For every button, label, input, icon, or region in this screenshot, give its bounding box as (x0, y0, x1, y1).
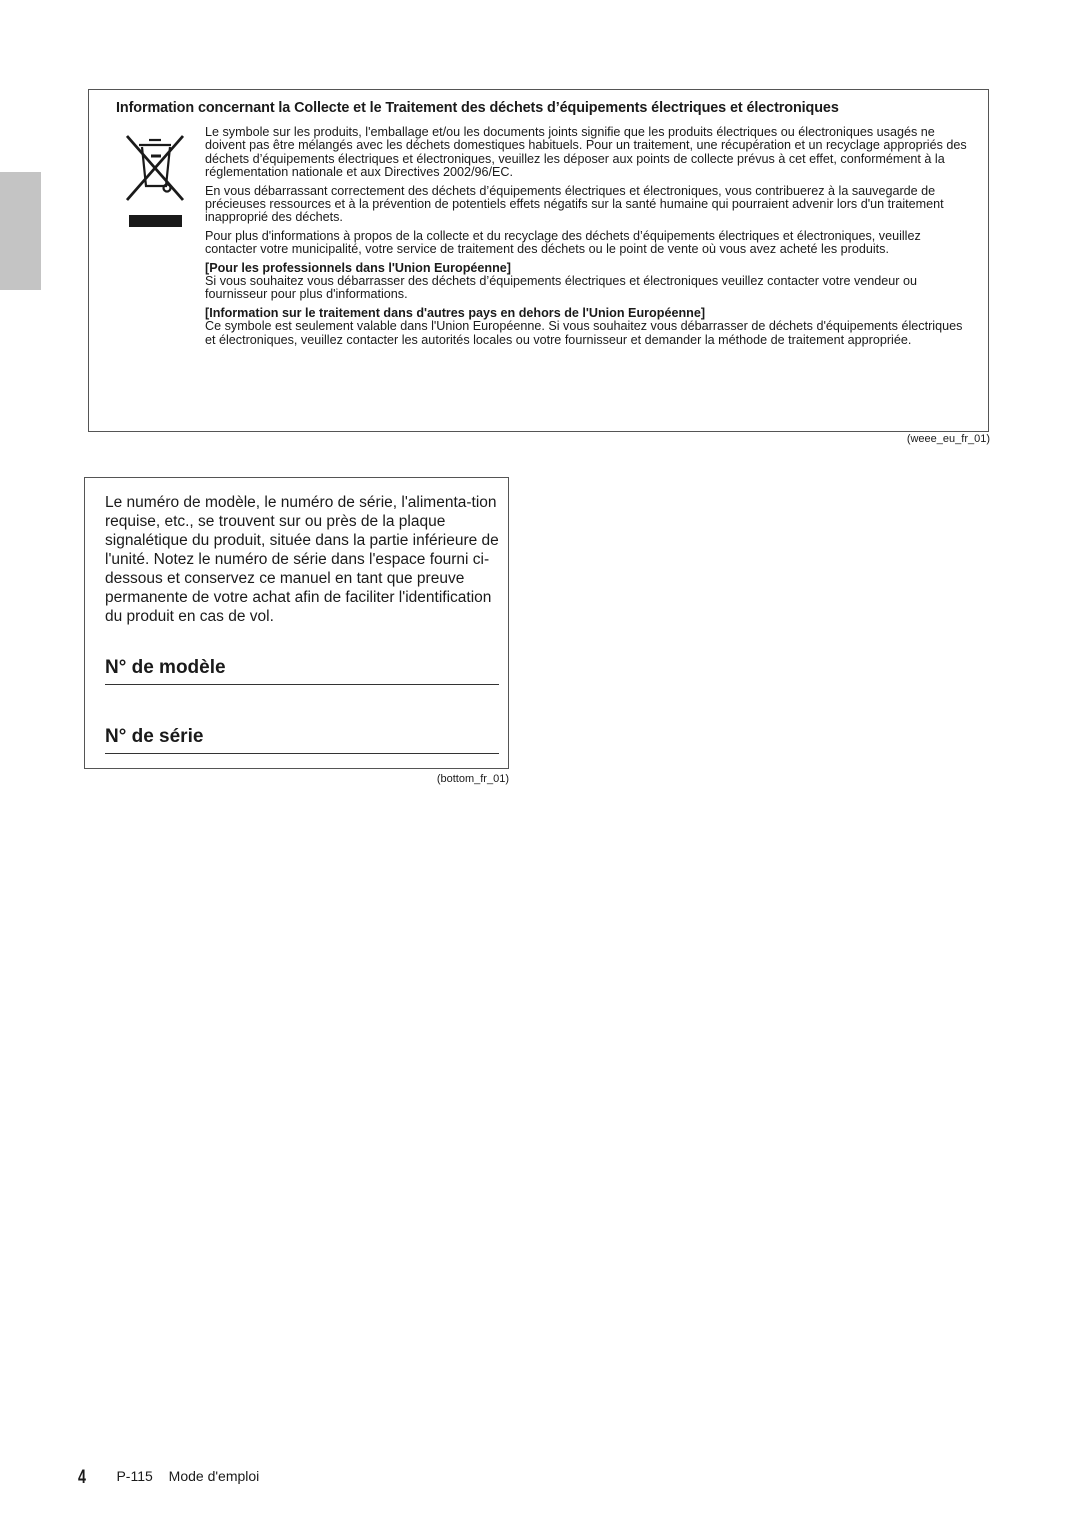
section-side-tab (0, 172, 41, 290)
serial-info-box (84, 477, 509, 769)
weee-reference-code: (weee_eu_fr_01) (906, 433, 990, 445)
footer-title (116, 1468, 259, 1484)
serial-number-field (105, 721, 499, 754)
model-number-label: N° de modèle (105, 657, 226, 678)
weee-paragraph: En vous débarrassant correctement des déchets d’équipements électriques et électroniques, vous contribuerez à la sauvegarde de précieuses ressources et à la prévention de potentiels effets négatifs sur la santé humaine qui pourraient advenir lors d'un traitement inapproprié des déchets. (205, 183, 944, 225)
weee-outside-eu (205, 307, 975, 347)
serial-number-label: N° de série (105, 726, 204, 747)
serial-info-text: Le numéro de modèle, le numéro de série, l'alimenta-tion requise, etc., se trouvent sur ou près de la plaque signalétique du produit, située dans la partie inférieure de l'unité. Notez le numéro de série dans l'espace fourni ci-dessous et conservez ce manuel en tant que preuve permanente de votre achat afin de faciliter l'identification du produit en cas de vol. (105, 494, 499, 625)
weee-eu-professionals (205, 262, 975, 302)
weee-paragraph: Pour plus d'informations à propos de la collecte et du recyclage des déchets d’équipements électriques et électroniques, veuillez contacter votre municipalité, votre service de traitement des déchets ou le point de vente où vous avez acheté les produits. (205, 228, 921, 257)
weee-body (205, 126, 975, 352)
weee-eu-professionals-text: Si vous souhaitez vous débarrasser des déchets d’équipements électriques et électroniques veuillez contacter votre vendeur ou fournisseur pour plus d'informations. (205, 274, 917, 302)
page-number: 4 (78, 1467, 86, 1488)
page-footer (78, 1467, 259, 1489)
weee-paragraph: Le symbole sur les produits, l'emballage et/ou les documents joints signifie que les produits électriques ou électroniques usagés ne doivent pas être mélangés avec les déchets domestiques habituels. Pour un traitement, une récupération et un recyclage appropriés des déchets d’équipements électriques et électroniques, veuillez les déposer aux points de collecte prévus à cet effet, conformément à la réglementation nationale et aux Directives 2002/96/EC. (205, 125, 967, 180)
weee-eu-professionals-heading: [Pour les professionnels dans l'Union Européenne] (205, 260, 511, 275)
weee-notice-box (88, 89, 989, 432)
weee-title: Information concernant la Collecte et le Traitement des déchets d’équipements électriques et électroniques (116, 100, 839, 116)
weee-outside-eu-heading: [Information sur le traitement dans d'autres pays en dehors de l'Union Européenne] (205, 305, 706, 320)
crossed-out-wheelie-bin-icon (123, 134, 187, 204)
weee-outside-eu-text: Ce symbole est seulement valable dans l'Union Européenne. Si vous souhaitez vous débarrasser de déchets d'équipements électriques et électroniques, veuillez contacter les autorités locales ou votre fournisseur et demander la méthode de traitement appropriée. (205, 319, 963, 347)
footer-model: P-115 (116, 1468, 153, 1484)
model-number-field (105, 652, 499, 685)
footer-doc-title: Mode d'emploi (168, 1468, 260, 1484)
info-reference-code: (bottom_fr_01) (436, 773, 509, 785)
weee-black-bar (129, 215, 182, 227)
